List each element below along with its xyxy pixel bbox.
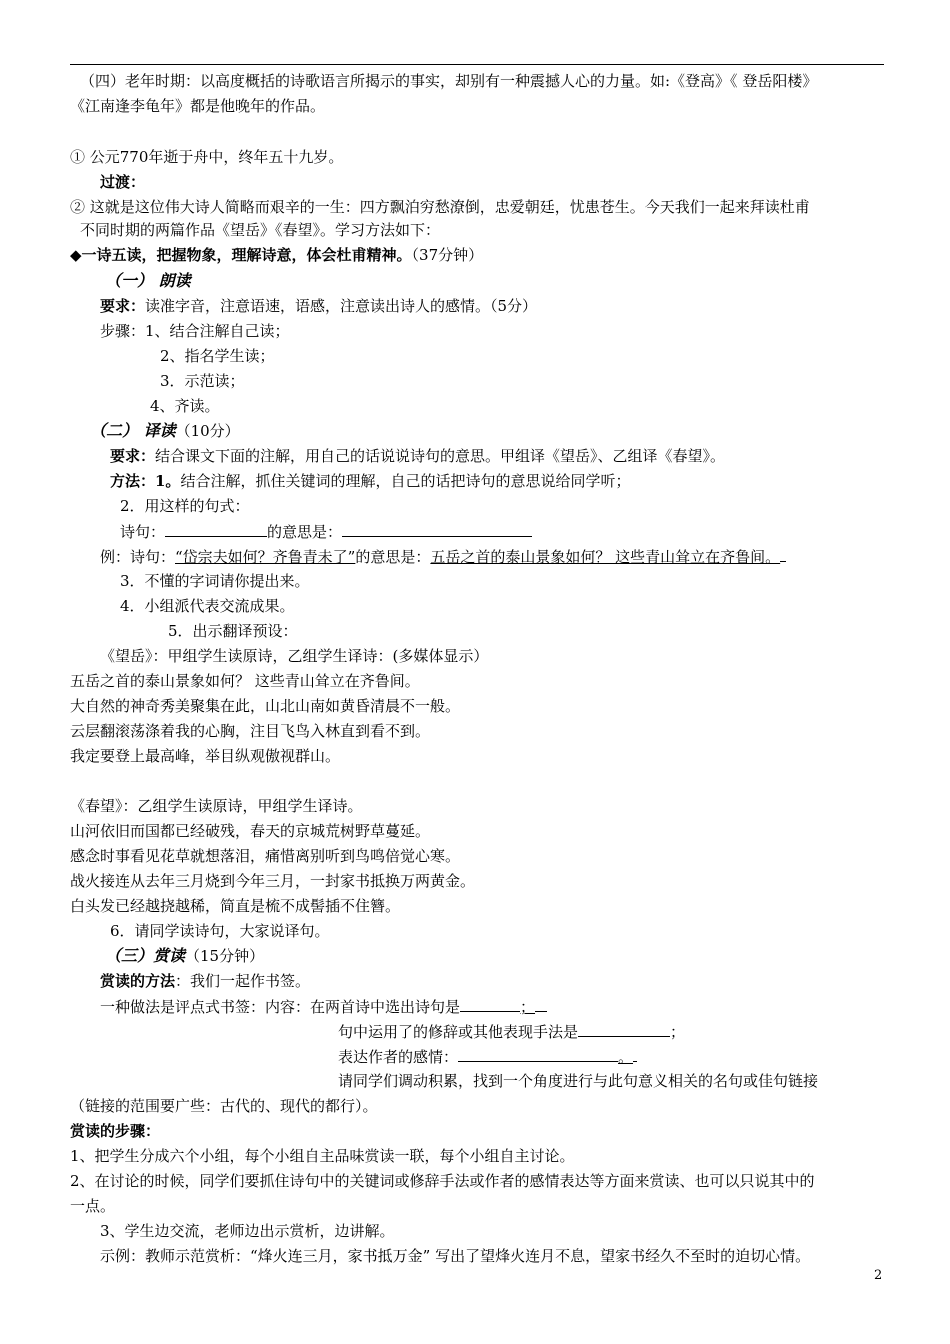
translation-line: 五岳之首的泰山景象如何？ 这些青山耸立在齐鲁间。 xyxy=(70,672,420,690)
text-line: 6．请同学读诗句，大家说译句。 xyxy=(110,922,330,940)
fill-blank xyxy=(780,546,786,562)
text-line: 2、在讨论的时候，同学们要抓住诗句中的关键词或修辞手法或作者的感情表达等方面来赏读、也可以只说其中的 xyxy=(70,1172,815,1190)
example-line: 示例：教师示范赏析：“烽火连三月，家书抵万金” 写出了望烽火连月不息，望家书经久不至时的迫切心情。 xyxy=(100,1247,811,1265)
text: 结合注解，抓住关键词的理解，自己的话把诗句的意思说给同学听； xyxy=(180,472,631,490)
translation-line: 战火接连从去年三月烧到今年三月，一封家书抵换万两黄金。 xyxy=(70,872,476,890)
label: 赏读的方法 xyxy=(100,972,176,990)
label: 要求： xyxy=(100,297,146,315)
punct: ； xyxy=(670,1023,686,1041)
title: （三）赏读 xyxy=(105,946,186,965)
text-line: ② 这就是这位伟大诗人简略而艰辛的一生：四方飘泊穷愁潦倒，忠爱朝廷，忧患苍生。今天我们一起来拜读杜甫 xyxy=(70,198,810,216)
text-line: 一点。 xyxy=(70,1197,116,1215)
text: 句中运用了的修辞或其他表现手法是 xyxy=(338,1023,579,1041)
transition-heading: 过渡： xyxy=(100,173,146,191)
text-line: （链接的范围要广些：古代的、现代的都行）。 xyxy=(70,1097,378,1115)
label: 诗句： xyxy=(120,523,166,541)
label: 方法：1。 xyxy=(110,472,181,490)
fill-blank xyxy=(633,1046,637,1062)
text-line: 3、学生边交流，老师边出示赏析，边讲解。 xyxy=(100,1222,395,1240)
text: 一种做法是评点式书签：内容：在两首诗中选出诗句是 xyxy=(100,998,461,1016)
fill-blank xyxy=(165,521,267,537)
text-line: 请同学们调动积累，找到一个角度进行与此句意义相关的名句或佳句链接 xyxy=(338,1072,819,1090)
fill-blank xyxy=(535,996,547,1012)
punct: 。 xyxy=(618,1048,634,1066)
header-rule xyxy=(70,64,884,65)
steps-heading: 赏读的步骤： xyxy=(70,1122,161,1140)
fill-blank xyxy=(458,1046,618,1062)
method-heading: ◆一诗五读，把握物象，理解诗意，体会杜甫精神。 xyxy=(70,246,412,264)
duration: （15分钟） xyxy=(185,947,265,965)
step-line: 2、指名学生读； xyxy=(160,347,275,365)
bookmark-line xyxy=(338,1021,685,1042)
label: 的意思是： xyxy=(355,548,431,566)
text: ：我们一起作书签。 xyxy=(175,972,311,990)
fill-blank xyxy=(342,521,532,537)
subsection-title: （一） 朗读 xyxy=(105,271,191,290)
text-line: ① 公元770年逝于舟中，终年五十九岁。 xyxy=(70,148,344,166)
example-line xyxy=(100,546,786,567)
text-line: （四）老年时期：以高度概括的诗歌语言所揭示的事实，却别有一种震撼人心的力量。如:《登高》《 登岳阳楼》 xyxy=(80,72,818,90)
text-line: 1、把学生分成六个小组，每个小组自主品味赏读一联，每个小组自主讨论。 xyxy=(70,1147,575,1165)
requirement-line xyxy=(110,446,725,466)
fill-blank xyxy=(460,996,520,1012)
section-heading xyxy=(70,245,483,265)
translation-line: 山河依旧而国都已经破残，春天的京城荒树野草蔓延。 xyxy=(70,822,431,840)
label: 要求： xyxy=(110,447,156,465)
duration: （10分） xyxy=(175,422,240,440)
translation: 五岳之首的泰山景象如何？ 这些青山耸立在齐鲁间。 xyxy=(430,548,781,566)
step-line: 4、齐读。 xyxy=(150,397,220,415)
text-line: 2．用这样的句式： xyxy=(120,497,250,515)
translation-line: 我定要登上最高峰，举目纵观傲视群山。 xyxy=(70,747,341,765)
text: 表达作者的感情： xyxy=(338,1048,459,1066)
method-line xyxy=(100,971,310,991)
text-line: 5．出示翻译预设： xyxy=(168,622,298,640)
subsection-title xyxy=(90,421,240,441)
sentence-pattern xyxy=(120,521,532,542)
subsection-title xyxy=(105,946,264,966)
text-line: 《望岳》：甲组学生读原诗，乙组学生译诗：(多媒体显示） xyxy=(100,647,489,665)
text: 读准字音，注意语速，语感，注意读出诗人的感情。（5分） xyxy=(145,297,538,315)
text-line: 不同时期的两篇作品《望岳》《春望》。学习方法如下： xyxy=(80,221,441,239)
punct: ； xyxy=(520,998,536,1016)
text-line: 4．小组派代表交流成果。 xyxy=(120,597,295,615)
step-line: 3．示范读； xyxy=(160,372,245,390)
step-line: 步骤：1、结合注解自己读； xyxy=(100,322,290,340)
label: 的意思是： xyxy=(267,523,343,541)
duration-text: （37分钟） xyxy=(411,246,484,264)
requirement-line xyxy=(100,296,537,316)
translation-line: 白头发已经越挠越稀，简直是梳不成髻插不住簪。 xyxy=(70,897,401,915)
title: （二） 译读 xyxy=(90,421,176,440)
label: 例：诗句： xyxy=(100,548,176,566)
translation-line: 感念时事看见花草就想落泪，痛惜离别听到鸟鸣倍觉心寒。 xyxy=(70,847,461,865)
bookmark-line xyxy=(100,996,547,1017)
poem-quote: “岱宗夫如何？齐鲁青未了” xyxy=(175,548,356,566)
text-line: 《江南逢李龟年》都是他晚年的作品。 xyxy=(70,97,326,115)
text-line: 3．不懂的字词请你提出来。 xyxy=(120,572,310,590)
page-number: 2 xyxy=(874,1268,883,1283)
translation-line: 云层翻滚荡涤着我的心胸，注目飞鸟入林直到看不到。 xyxy=(70,722,431,740)
bookmark-line xyxy=(338,1046,637,1067)
fill-blank xyxy=(578,1021,670,1037)
translation-line: 大自然的神奇秀美聚集在此，山北山南如黄昏清晨不一般。 xyxy=(70,697,461,715)
text-line: 《春望》：乙组学生读原诗，甲组学生译诗。 xyxy=(70,797,363,815)
text: 结合课文下面的注解，用自己的话说说诗句的意思。甲组译《望岳》、乙组译《春望》。 xyxy=(155,447,726,465)
method-line xyxy=(110,471,630,491)
